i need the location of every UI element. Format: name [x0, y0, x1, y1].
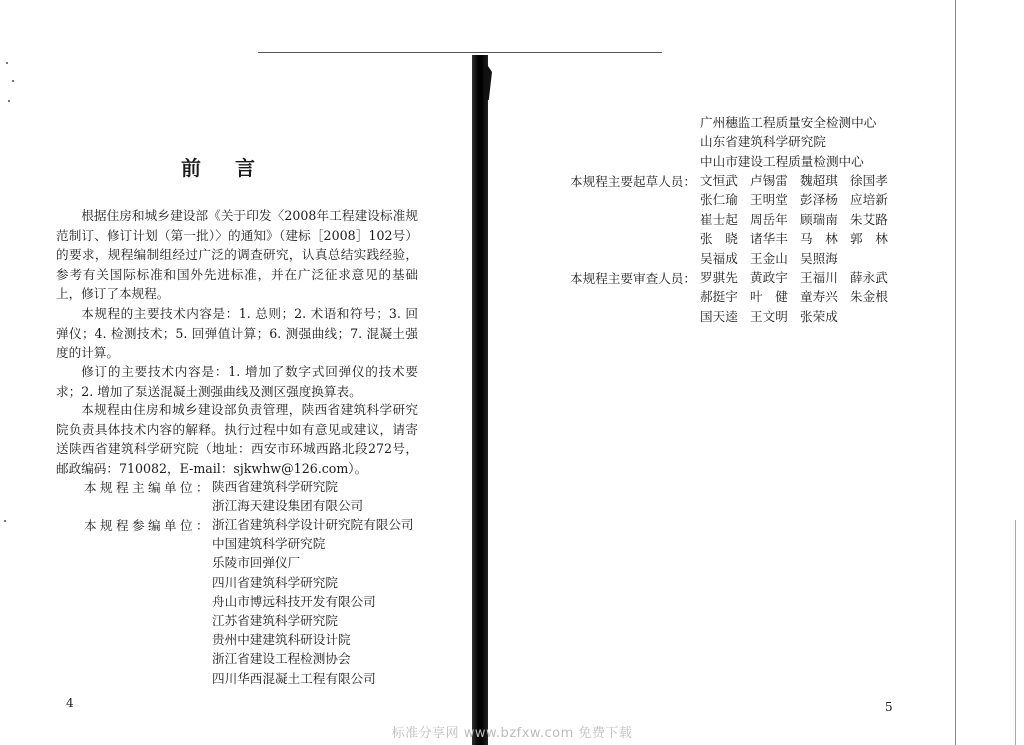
person-name: 朱艾路: [850, 211, 888, 227]
list-item: 广州穗监工程质量安全检测中心: [700, 115, 877, 130]
person-name: 卢锡雷: [750, 173, 788, 188]
person-name: 诸华丰: [750, 231, 788, 247]
top-rule: [258, 52, 662, 53]
person-name: 郝挺宇: [700, 289, 738, 305]
foreword-paragraph-4: 本规程由住房和城乡建设部负责管理，陕西省建筑科学研究院负责具体技术内容的解释。执行过程中如有意见或建议，请寄送陕西省建筑科学研究院（地址：西安市环城西路北段272号，邮政编码：710082，E-mail：sjkwhw@126.com）。: [56, 402, 418, 476]
person-name: 文恒武: [700, 173, 738, 188]
person-name: 张 晓: [700, 231, 738, 247]
foreword-paragraph-1: 根据住房和城乡建设部《关于印发〈2008年工程建设标准规范制订、修订计划（第一批）〉的通知》（建标［2008］102号）的要求，规程编制组经过广泛的调查研究，认真总结实践经验，参考有关国际标准和国外先进标准，并在广泛征求意见的基础上，修订了本规程。: [56, 208, 418, 301]
spine-notch: [484, 60, 492, 100]
list-item: 浙江海天建设集团有限公司: [212, 498, 364, 514]
participant-label: 本规程参编单位：: [84, 518, 212, 533]
person-name: 张荣成: [800, 308, 838, 324]
list-item: 浙江省建设工程检测协会: [212, 651, 351, 667]
person-name: 崔士起: [700, 211, 738, 227]
person-name: 顾瑞南: [800, 211, 838, 227]
list-item: 山东省建筑科学研究院: [700, 134, 826, 150]
chief-editor-label: 本规程主编单位：: [84, 480, 212, 495]
chief-editor-list: [212, 477, 363, 515]
person-name: 王金山: [750, 250, 788, 266]
person-name: 徐国孝: [850, 173, 888, 188]
drafters-label: 本规程主要起草人员：: [570, 174, 696, 189]
person-name: 朱金根: [850, 289, 888, 305]
list-item: 四川省建筑科学研究院: [212, 574, 338, 590]
scan-speck: [12, 80, 14, 82]
continued-units-list: [700, 113, 876, 171]
page-number-left: 4: [66, 696, 74, 710]
person-name: 薛永武: [850, 270, 888, 285]
person-name: 马 林: [800, 231, 838, 247]
person-name: 郭 林: [850, 231, 888, 247]
list-item: 陕西省建筑科学研究院: [212, 479, 338, 494]
list-item: 中山市建设工程质量检测中心: [700, 153, 864, 169]
page-number-right: 5: [885, 700, 893, 714]
person-name: 罗骐先: [700, 270, 738, 285]
person-name: 黄政宇: [750, 270, 788, 285]
list-item: 浙江省建筑科学设计研究院有限公司: [212, 517, 414, 532]
person-name: 王文明: [750, 308, 788, 324]
person-name: 吴福成: [700, 250, 738, 266]
person-name: 王明堂: [750, 192, 788, 208]
list-item: 江苏省建筑科学研究院: [212, 613, 338, 629]
participant-list: [212, 515, 414, 688]
page-title: 前言: [181, 156, 289, 180]
person-name: 王福川: [800, 270, 838, 285]
drafters-grid: [700, 171, 900, 268]
list-item: 中国建筑科学研究院: [212, 536, 326, 552]
person-name: 叶 健: [750, 289, 788, 305]
person-name: 吴照海: [800, 250, 838, 266]
book-spine-shadow: [472, 55, 488, 745]
person-name: 应培新: [850, 192, 888, 208]
watermark: 标准分享网 www.bzfxw.com 免费下载: [391, 726, 633, 741]
list-item: 乐陵市回弹仪厂: [212, 555, 301, 571]
scan-speck: [6, 62, 8, 64]
person-name: 彭泽杨: [800, 192, 838, 208]
person-name: 国天逵: [700, 308, 738, 324]
person-name: 童寿兴: [800, 289, 838, 305]
scan-speck: [4, 520, 6, 522]
list-item: 贵州中建建筑科研设计院: [212, 632, 351, 648]
scan-speck: [8, 100, 10, 102]
foreword-paragraph-3: 修订的主要技术内容是：1. 增加了数字式回弹仪的技术要求；2. 增加了泵送混凝土测强曲线及测区强度换算表。: [56, 364, 418, 399]
reviewers-grid: [700, 268, 900, 326]
person-name: 张仁瑜: [700, 192, 738, 208]
right-outer-edge: [1015, 520, 1016, 745]
foreword-paragraph-2: 本规程的主要技术内容是：1. 总则；2. 术语和符号；3. 回弹仪；4. 检测技术；5. 回弹值计算；6. 测强曲线；7. 混凝土强度的计算。: [56, 306, 418, 360]
right-page-edge: [955, 0, 956, 745]
list-item: 舟山市博远科技开发有限公司: [212, 593, 376, 609]
person-name: 周岳年: [750, 211, 788, 227]
list-item: 四川华西混凝土工程有限公司: [212, 670, 376, 686]
person-name: 魏超琪: [800, 173, 838, 188]
reviewers-label: 本规程主要审查人员：: [570, 271, 696, 286]
